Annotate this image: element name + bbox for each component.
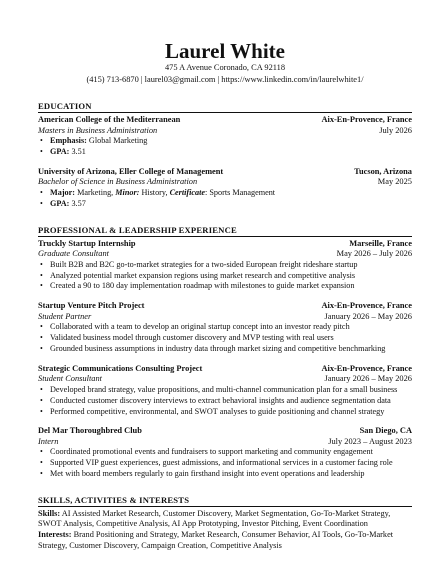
education-details (38, 136, 412, 158)
graduation-date: July 2026 (379, 125, 412, 135)
list-item: • Emphasis: Global Marketing (50, 136, 412, 147)
skills-line: Skills: AI Assisted Market Research, Customer Discovery, Market Segmentation, Go-To-Market Strategy, SWOT Analysis, Competitive Analysis, AI App Prototyping, Investor Pitching, Event Coordination (38, 508, 391, 529)
education-heading: EDUCATION (38, 101, 412, 113)
education-entry (38, 167, 412, 210)
job-role: Graduate Consultant (38, 249, 109, 259)
job-location: Aix-En-Provence, France (321, 301, 412, 311)
skills-section (38, 495, 412, 551)
list-item: • Major: Marketing, Minor: History, Certificate: Sports Management (50, 188, 412, 199)
education-entry (38, 115, 412, 158)
skills-heading: SKILLS, ACTIVITIES & INTERESTS (38, 495, 412, 507)
experience-bullets (38, 322, 412, 354)
experience-entry (38, 364, 412, 418)
job-dates: July 2023 – August 2023 (328, 436, 412, 446)
education-section (38, 101, 412, 210)
job-dates: May 2026 – July 2026 (336, 249, 412, 259)
graduation-date: May 2025 (377, 177, 412, 187)
candidate-name: Laurel White (165, 39, 285, 63)
job-role: Intern (38, 436, 59, 446)
experience-heading: PROFESSIONAL & LEADERSHIP EXPERIENCE (38, 225, 412, 237)
job-role: Student Consultant (38, 374, 102, 384)
school-location: Tucson, Arizona (354, 166, 412, 176)
education-details (38, 188, 412, 210)
list-item: • Conducted customer discovery interviews to extract behavioral insights and audience segmentation data (50, 396, 412, 407)
experience-bullets (38, 385, 412, 417)
experience-bullets (38, 447, 412, 479)
job-location: Aix-En-Provence, France (321, 363, 412, 373)
list-item: • Built B2B and B2C go-to-market strategies for a two-sided European freight rideshare startup (50, 260, 412, 271)
school-name: American College of the Mediterranean (38, 115, 181, 124)
list-item: • GPA: 3.51 (50, 147, 412, 158)
list-item: • Developed brand strategy, value propositions, and multi-channel communication plan for a small business (50, 385, 412, 396)
list-item: • Coordinated promotional events and fundraisers to support marketing and community engagement (50, 447, 412, 458)
experience-entry (38, 239, 412, 293)
school-location: Aix-En-Provence, France (321, 115, 412, 124)
list-item: • Collaborated with a team to develop an original startup concept into an investor ready pitch (50, 322, 412, 333)
job-location: San Diego, CA (359, 426, 412, 436)
job-location: Marseille, France (349, 238, 412, 248)
degree: Bachelor of Science in Business Administration (38, 177, 198, 187)
organization: Del Mar Thoroughbred Club (38, 426, 142, 436)
list-item: • Grounded business assumptions in industry data through market sizing and competitive benchmarking (50, 344, 412, 355)
degree: Masters in Business Administration (38, 125, 158, 135)
organization: Strategic Communications Consulting Project (38, 363, 203, 373)
school-name: University of Arizona, Eller College of Management (38, 166, 224, 176)
address-line: 475 A Avenue Coronado, CA 92118 (164, 63, 286, 72)
interests-line: Interests: Brand Positioning and Strategy, Market Research, Consumer Behavior, AI Tools, Go-To-Market Strategy, Customer Discovery, Campaign Creation, Competitive Analysis (38, 530, 394, 550)
experience-entry (38, 426, 412, 480)
job-role: Student Partner (38, 311, 92, 321)
list-item: • Analyzed potential market expansion regions using market research and competitive analysis (50, 271, 412, 282)
experience-section (38, 225, 412, 480)
list-item: • Supported VIP guest experiences, guest admissions, and informational services in a customer facing role (50, 458, 412, 469)
organization: Truckly Startup Internship (38, 238, 136, 248)
list-item: • Created a 90 to 180 day implementation roadmap with milestones to guide market expansion (50, 281, 412, 292)
list-item: • Met with board members regularly to gain firsthand insight into event operations and leadership (50, 469, 412, 480)
contact-line: (415) 713-6870 | laurel03@gmail.com | https://www.linkedin.com/in/laurelwhite1/ (86, 75, 364, 84)
list-item: • Performed competitive, environmental, and SWOT analyses to guide positioning and channel strategy (50, 407, 412, 418)
list-item: • GPA: 3.57 (50, 199, 412, 210)
job-dates: January 2026 – May 2026 (324, 374, 412, 384)
job-dates: January 2026 – May 2026 (324, 311, 412, 321)
experience-entry (38, 301, 412, 355)
list-item: • Validated business model through customer discovery and MVP testing with real users (50, 333, 412, 344)
experience-bullets (38, 260, 412, 292)
organization: Startup Venture Pitch Project (38, 301, 145, 311)
